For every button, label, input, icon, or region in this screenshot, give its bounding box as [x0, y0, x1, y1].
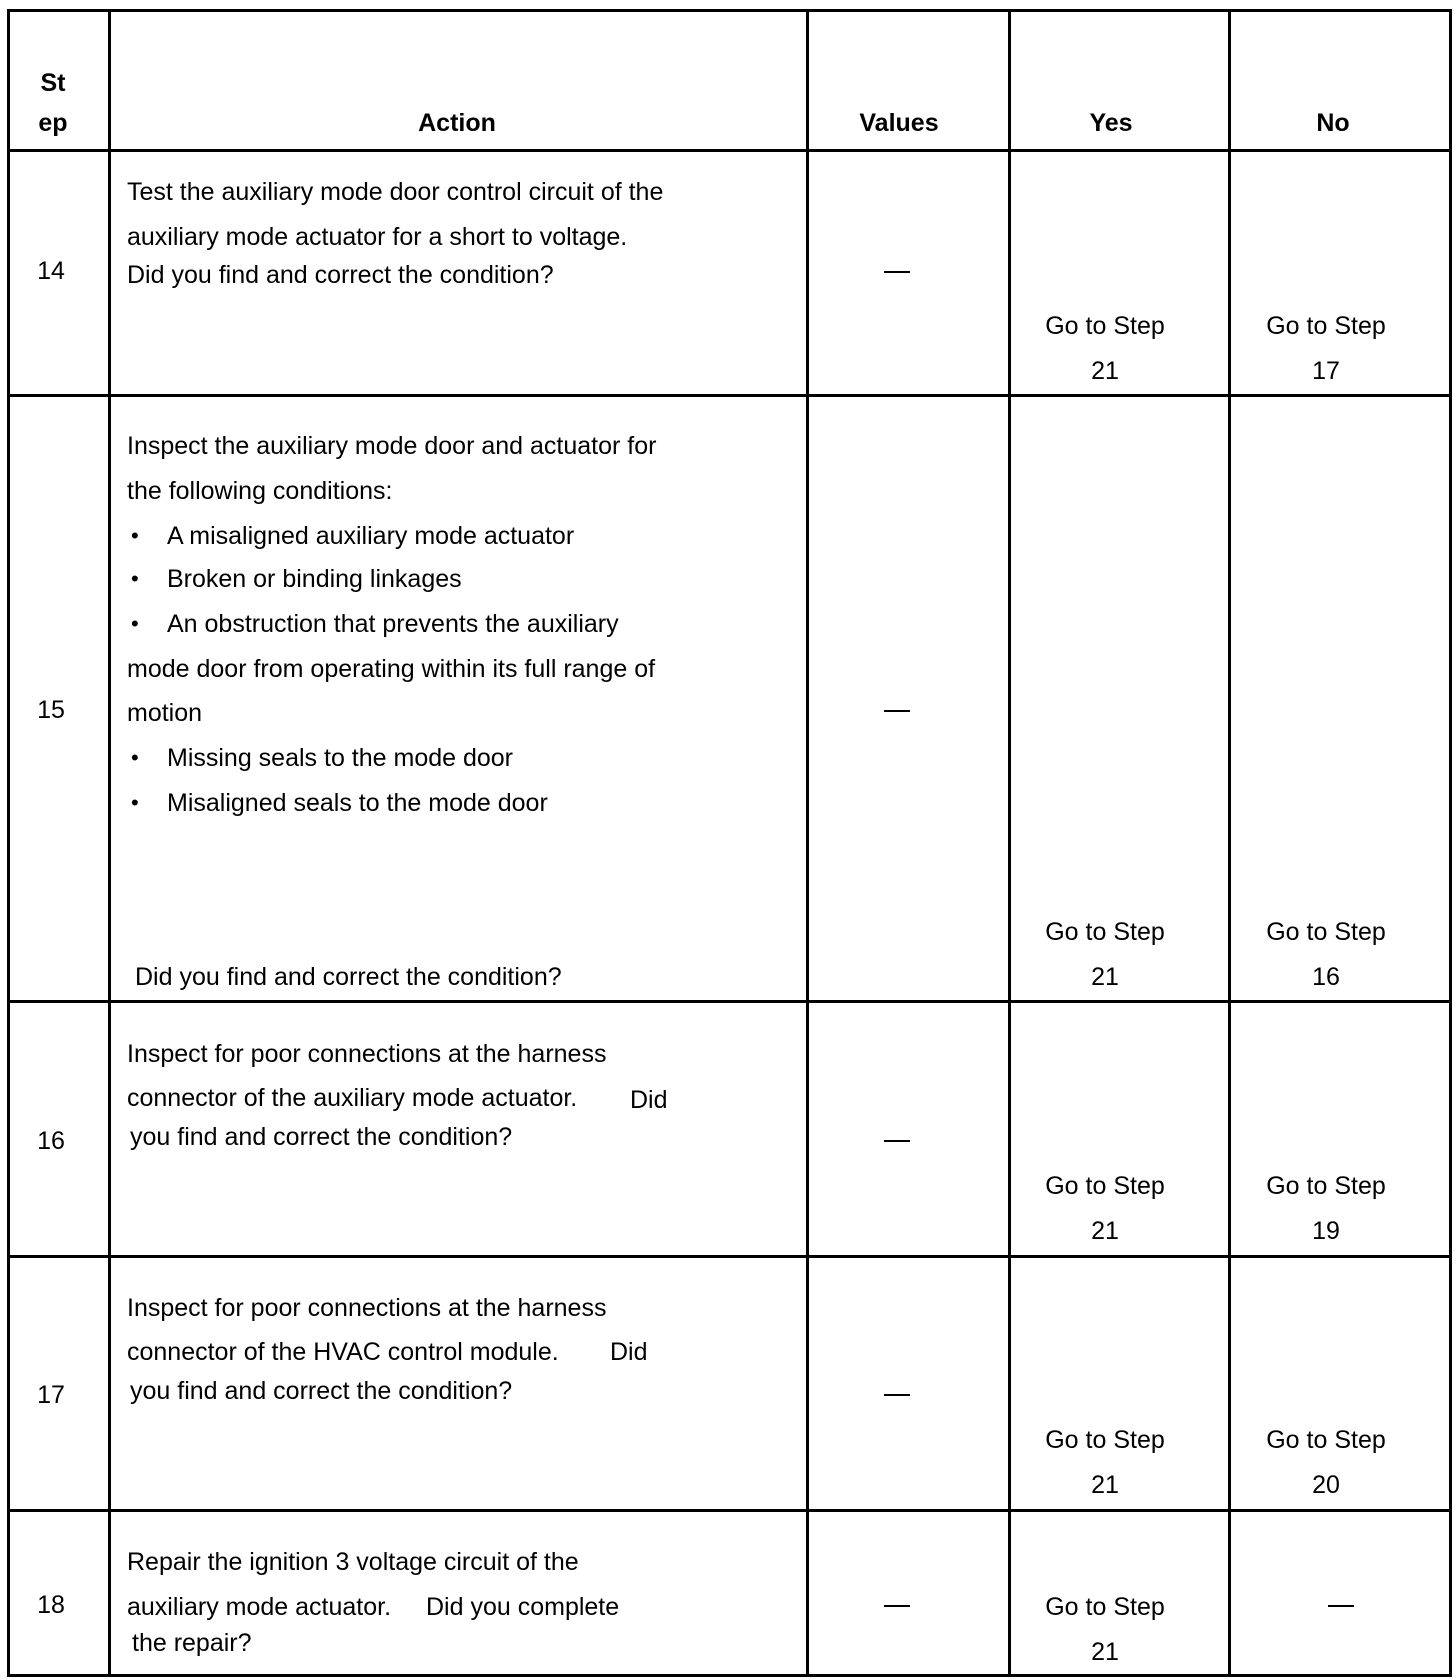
- header-action: Action: [418, 109, 496, 137]
- bullet-item: Misaligned seals to the mode door: [167, 789, 548, 817]
- row-divider: [10, 1509, 1449, 1512]
- yes-step: 21: [1091, 1638, 1119, 1666]
- bullet-item: An obstruction that prevents the auxiliary: [167, 610, 619, 638]
- yes-label: Go to Step: [1045, 1426, 1165, 1454]
- header-yes: Yes: [1089, 109, 1133, 137]
- column-divider: [1228, 12, 1231, 1674]
- values-dash: [884, 1605, 910, 1607]
- row-divider: [10, 1255, 1449, 1258]
- yes-label: Go to Step: [1045, 1172, 1165, 1200]
- action-line: auxiliary mode actuator.: [127, 1593, 392, 1621]
- action-line: Did: [630, 1086, 668, 1114]
- bullet-continuation: motion: [127, 699, 203, 727]
- step-number: 14: [37, 257, 65, 285]
- step-number: 17: [37, 1381, 65, 1409]
- no-step: 16: [1312, 963, 1340, 991]
- step-number: 18: [37, 1591, 65, 1619]
- header-step-line1: St: [40, 69, 66, 97]
- no-label: Go to Step: [1266, 312, 1386, 340]
- yes-label: Go to Step: [1045, 918, 1165, 946]
- action-line: Inspect for poor connections at the harness: [127, 1040, 607, 1068]
- bullet-item: Missing seals to the mode door: [167, 744, 514, 772]
- action-line: Did: [610, 1338, 648, 1366]
- action-line: the following conditions:: [127, 477, 393, 505]
- no-label: Go to Step: [1266, 1172, 1386, 1200]
- yes-step: 21: [1091, 1471, 1119, 1499]
- yes-label: Go to Step: [1045, 1593, 1165, 1621]
- no-label: Go to Step: [1266, 918, 1386, 946]
- action-line: auxiliary mode actuator for a short to voltage.: [127, 223, 628, 251]
- bullet-item: A misaligned auxiliary mode actuator: [167, 522, 575, 550]
- no-label: Go to Step: [1266, 1426, 1386, 1454]
- bullet-continuation: mode door from operating within its full range of: [127, 655, 656, 683]
- bullet-dot: •: [131, 790, 139, 815]
- column-divider: [806, 12, 809, 1674]
- bullet-dot: •: [131, 745, 139, 770]
- action-line: Inspect for poor connections at the harness: [127, 1294, 607, 1322]
- action-question: you find and correct the condition?: [130, 1123, 513, 1151]
- no-step: 17: [1312, 357, 1340, 385]
- no-dash: [1328, 1605, 1354, 1607]
- row-divider: [10, 1000, 1449, 1003]
- action-line: Did you complete: [426, 1593, 620, 1621]
- yes-label: Go to Step: [1045, 312, 1165, 340]
- column-divider: [108, 12, 111, 1674]
- yes-step: 21: [1091, 1217, 1119, 1245]
- action-line: Inspect the auxiliary mode door and actuator for: [127, 432, 657, 460]
- bullet-item: Broken or binding linkages: [167, 565, 462, 593]
- values-dash: [884, 1394, 910, 1396]
- bullet-dot: •: [131, 611, 139, 636]
- yes-step: 21: [1091, 357, 1119, 385]
- values-dash: [884, 271, 910, 273]
- header-no: No: [1316, 109, 1350, 137]
- yes-step: 21: [1091, 963, 1119, 991]
- action-line: connector of the auxiliary mode actuator.: [127, 1084, 578, 1112]
- action-line: Repair the ignition 3 voltage circuit of the: [127, 1548, 579, 1576]
- row-divider: [10, 149, 1449, 152]
- bullet-dot: •: [131, 523, 139, 548]
- values-dash: [884, 710, 910, 712]
- action-question: you find and correct the condition?: [130, 1377, 513, 1405]
- bullet-dot: •: [131, 566, 139, 591]
- action-line: connector of the HVAC control module.: [127, 1338, 559, 1366]
- no-step: 20: [1312, 1471, 1340, 1499]
- action-question: Did you find and correct the condition?: [127, 261, 554, 289]
- row-divider: [10, 394, 1449, 397]
- step-number: 16: [37, 1127, 65, 1155]
- column-divider: [1008, 12, 1011, 1674]
- action-question: the repair?: [132, 1629, 252, 1657]
- header-values: Values: [859, 109, 939, 137]
- no-step: 19: [1312, 1217, 1340, 1245]
- action-question: Did you find and correct the condition?: [135, 963, 562, 991]
- diagnostic-table: [7, 9, 1452, 1677]
- header-step-line2: ep: [38, 109, 68, 137]
- step-number: 15: [37, 696, 65, 724]
- action-line: Test the auxiliary mode door control circuit of the: [127, 178, 664, 206]
- values-dash: [884, 1140, 910, 1142]
